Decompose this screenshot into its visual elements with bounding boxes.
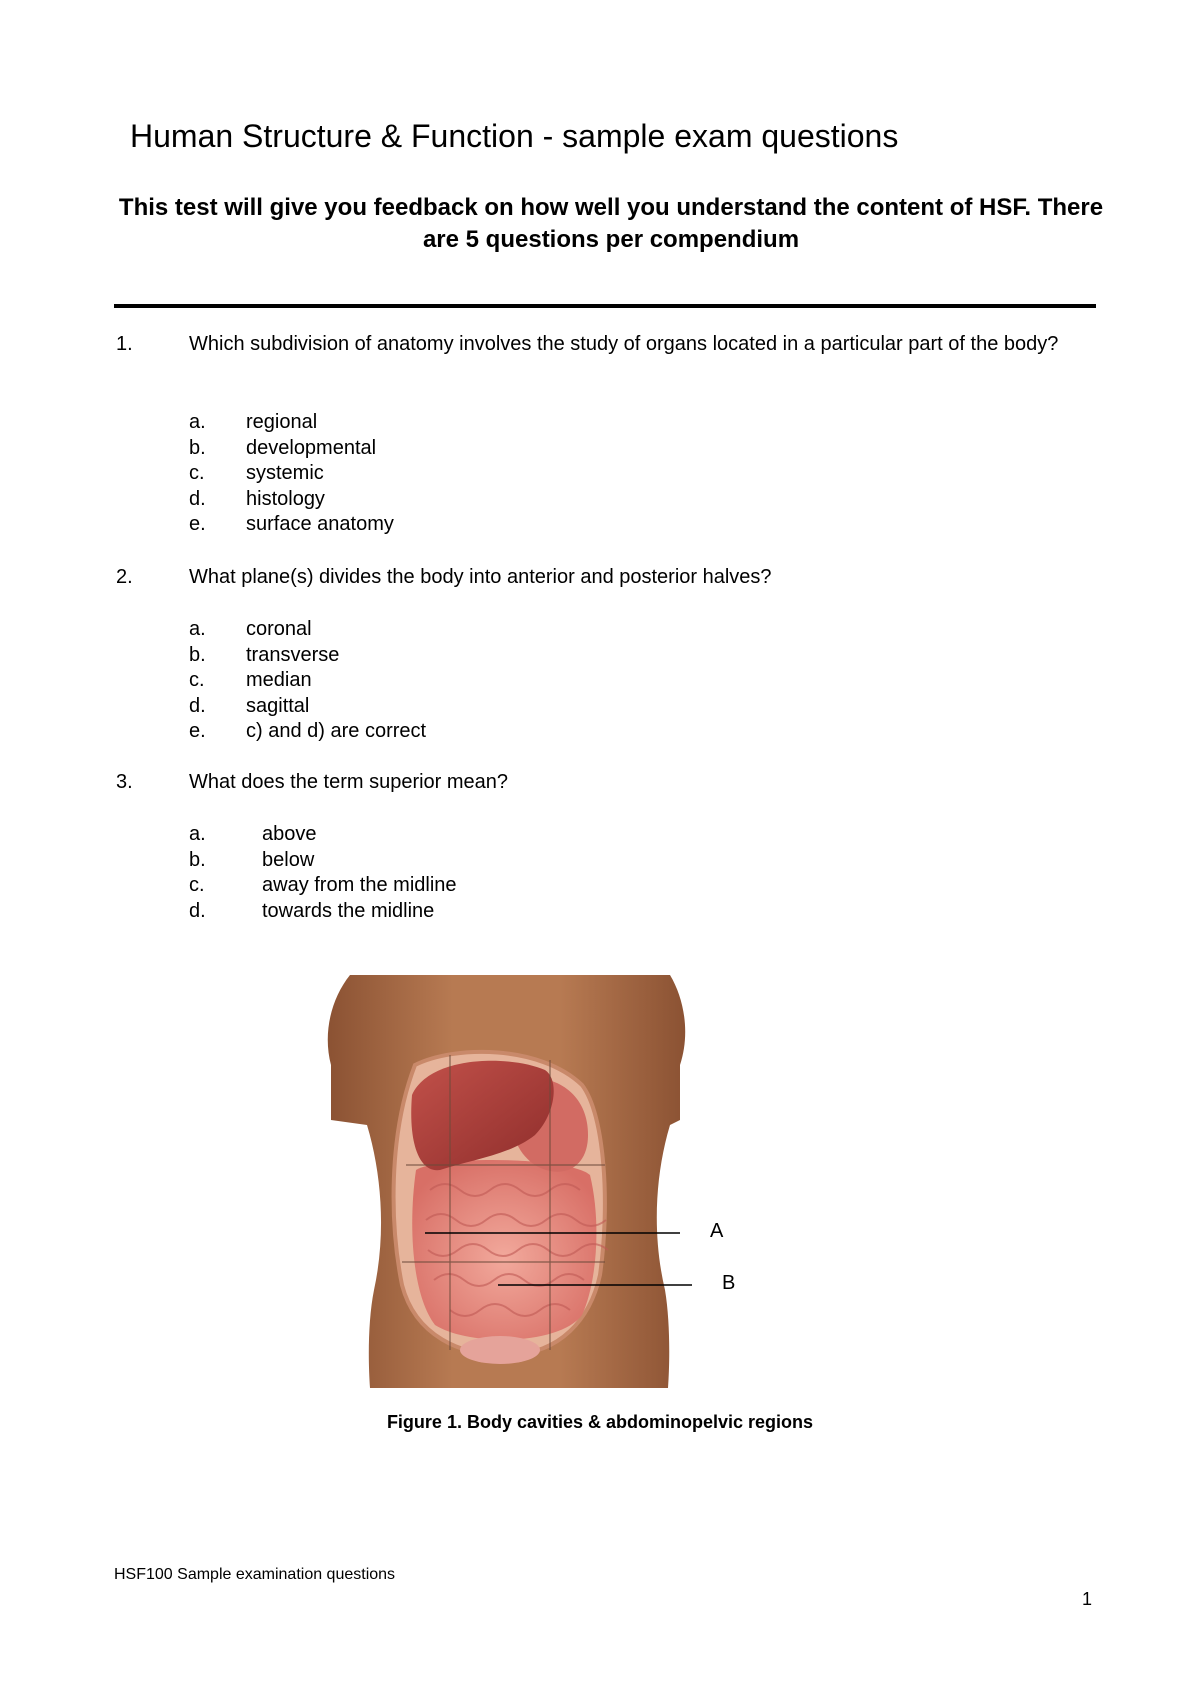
option-letter: d. <box>189 899 206 922</box>
figure-caption: Figure 1. Body cavities & abdominopelvic regions <box>386 1412 814 1432</box>
horizontal-rule <box>114 304 1096 308</box>
option-letter: c. <box>189 462 205 485</box>
option-letter: e. <box>189 513 206 536</box>
option-letter: d. <box>189 487 206 510</box>
page-title: Human Structure & Function - sample exam questions <box>130 118 899 154</box>
option-text: regional <box>246 411 318 433</box>
option-letter: c. <box>189 669 205 692</box>
option-letter: c. <box>189 874 205 897</box>
abdomen-figure <box>320 975 740 1390</box>
torso-illustration <box>320 975 740 1390</box>
option-letter: a. <box>189 411 206 433</box>
option-text: transverse <box>246 643 340 666</box>
option-text: histology <box>246 487 325 510</box>
option-letter: b. <box>189 848 206 871</box>
question-text: Which subdivision of anatomy involves the study of organs located in a particular part of the body? <box>189 333 1059 355</box>
question-number: 2. <box>116 566 133 588</box>
option-text: coronal <box>246 618 312 640</box>
question-number: 1. <box>116 333 133 355</box>
option-text: developmental <box>246 436 377 459</box>
option-text: c) and d) are correct <box>246 720 427 743</box>
option-letter: b. <box>189 643 206 666</box>
page-number: 1 <box>1082 1589 1093 1609</box>
figure-label-a: A <box>710 1220 724 1242</box>
option-text: systemic <box>246 462 324 485</box>
page-subtitle: This test will give you feedback on how well you understand the content of HSF. There are 5 questions per compendium <box>118 194 1104 253</box>
question-text: What does the term superior mean? <box>189 771 509 793</box>
option-text: surface anatomy <box>246 513 394 536</box>
option-text: median <box>246 669 312 692</box>
option-text: above <box>262 823 317 845</box>
option-text: sagittal <box>246 694 310 717</box>
option-letter: b. <box>189 436 206 459</box>
question-number: 3. <box>116 771 133 793</box>
option-text: away from the midline <box>262 874 457 897</box>
option-letter: e. <box>189 720 206 743</box>
option-letter: a. <box>189 823 206 845</box>
figure-label-b: B <box>722 1272 736 1294</box>
option-text: towards the midline <box>262 899 435 922</box>
option-text: below <box>262 848 315 871</box>
option-letter: a. <box>189 618 206 640</box>
page-footer: HSF100 Sample examination questions <box>114 1566 396 1583</box>
option-letter: d. <box>189 694 206 717</box>
question-text: What plane(s) divides the body into anterior and posterior halves? <box>189 566 772 588</box>
